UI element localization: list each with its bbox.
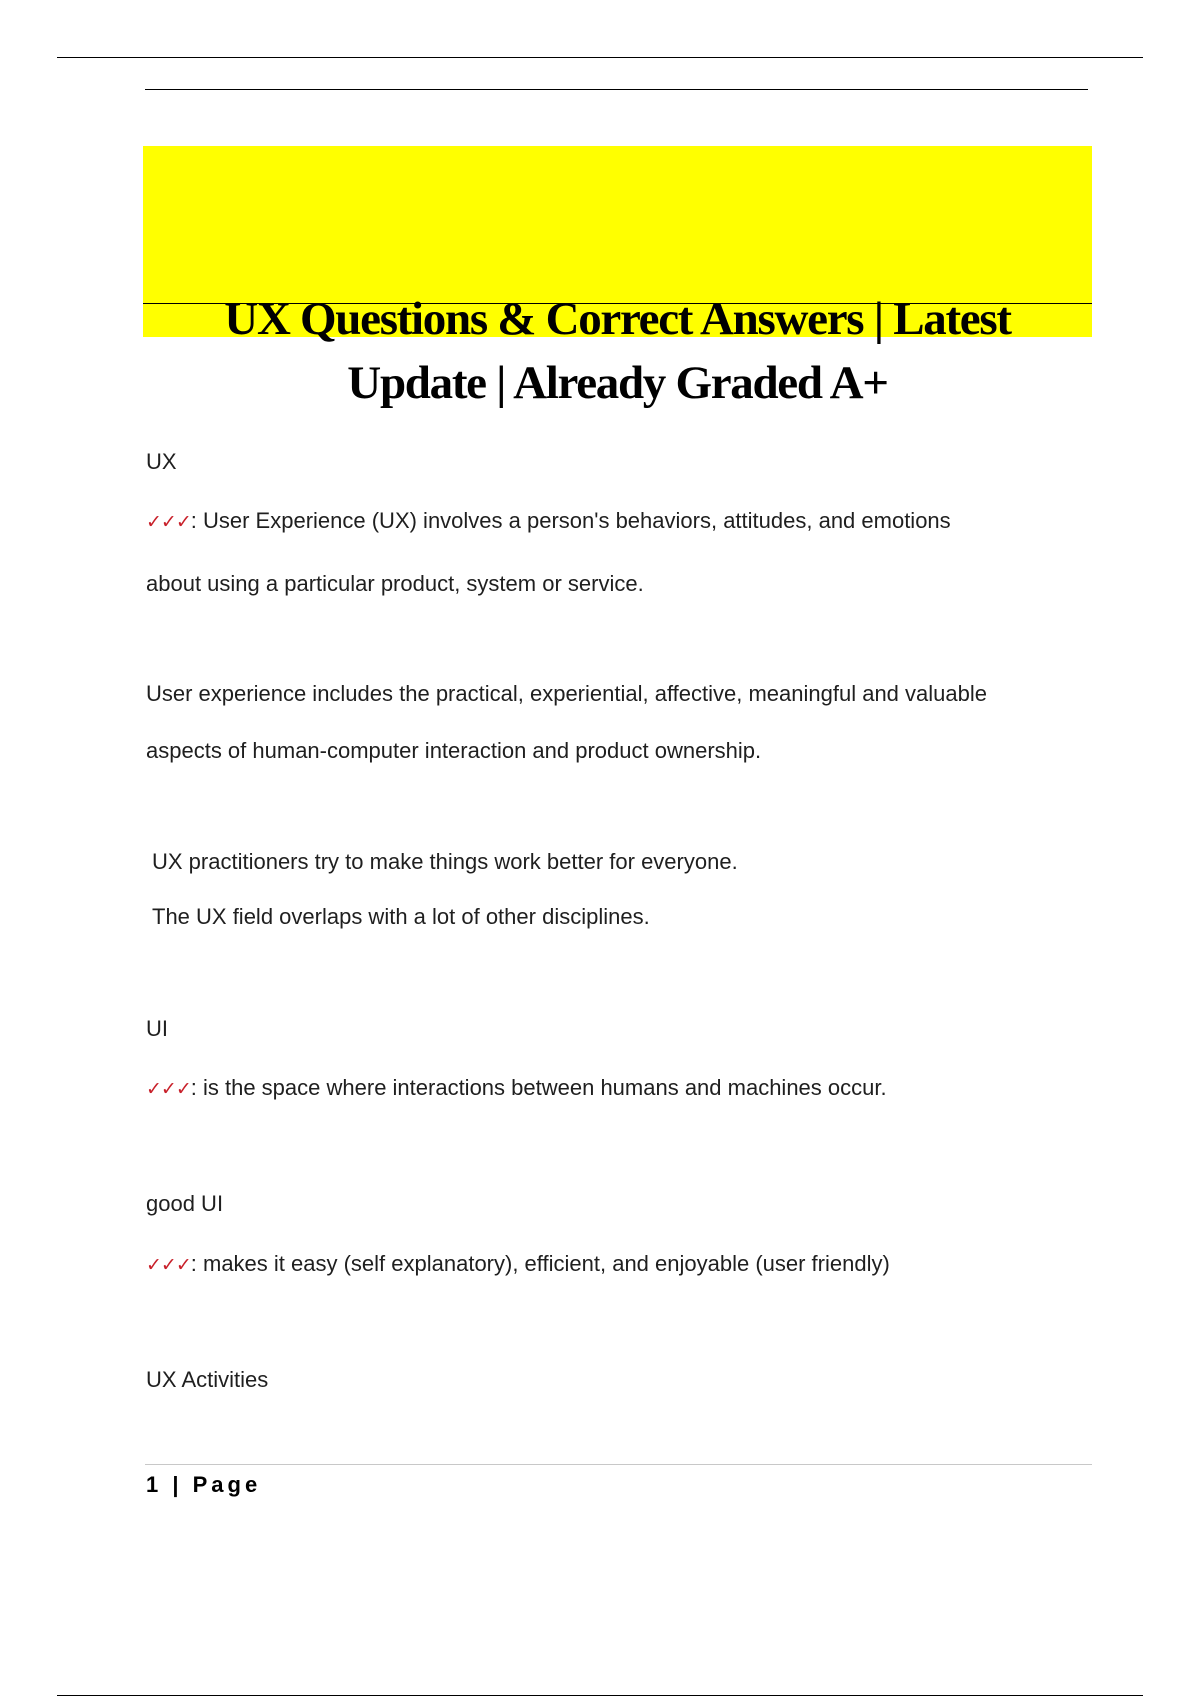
- title-line-1: UX Questions & Correct Answers | Latest: [224, 293, 1011, 345]
- check-marks-icon: ✓✓✓: [146, 511, 191, 533]
- title-line-2: Update | Already Graded A+: [347, 357, 888, 409]
- question-ux-activities: UX Activities: [146, 1367, 269, 1392]
- answer-text: : makes it easy (self explanatory), efficient, and enjoyable (user friendly): [190, 1251, 890, 1276]
- bottom-page-rule: [57, 1695, 1143, 1696]
- answer-good-ui-line-1: [146, 1251, 890, 1278]
- answer-ux-line-3: User experience includes the practical, experiential, affective, meaningful and valuable: [146, 681, 987, 706]
- footer-rule: [145, 1464, 1092, 1465]
- title-underline: [143, 303, 1092, 304]
- answer-ui-line-1: [146, 1075, 887, 1102]
- answer-ux-line-4: aspects of human-computer interaction and product ownership.: [146, 738, 762, 763]
- check-marks-icon: ✓✓✓: [146, 1078, 191, 1100]
- answer-text: : User Experience (UX) involves a person's behaviors, attitudes, and emotions: [190, 508, 951, 533]
- answer-ux-line-1: [146, 508, 951, 535]
- answer-ux-line-6: The UX field overlaps with a lot of other disciplines.: [152, 904, 650, 929]
- document-title: [143, 5, 1092, 415]
- question-good-ui: good UI: [146, 1191, 224, 1216]
- question-ux: UX: [146, 449, 177, 474]
- page-number: 1 | Page: [146, 1472, 262, 1497]
- question-ui: UI: [146, 1016, 168, 1041]
- title-banner: [143, 146, 1092, 409]
- answer-text: : is the space where interactions between humans and machines occur.: [190, 1075, 887, 1100]
- check-marks-icon: ✓✓✓: [146, 1254, 191, 1276]
- answer-ux-line-2: about using a particular product, system or service.: [146, 571, 644, 596]
- answer-ux-line-5: UX practitioners try to make things work better for everyone.: [152, 849, 738, 874]
